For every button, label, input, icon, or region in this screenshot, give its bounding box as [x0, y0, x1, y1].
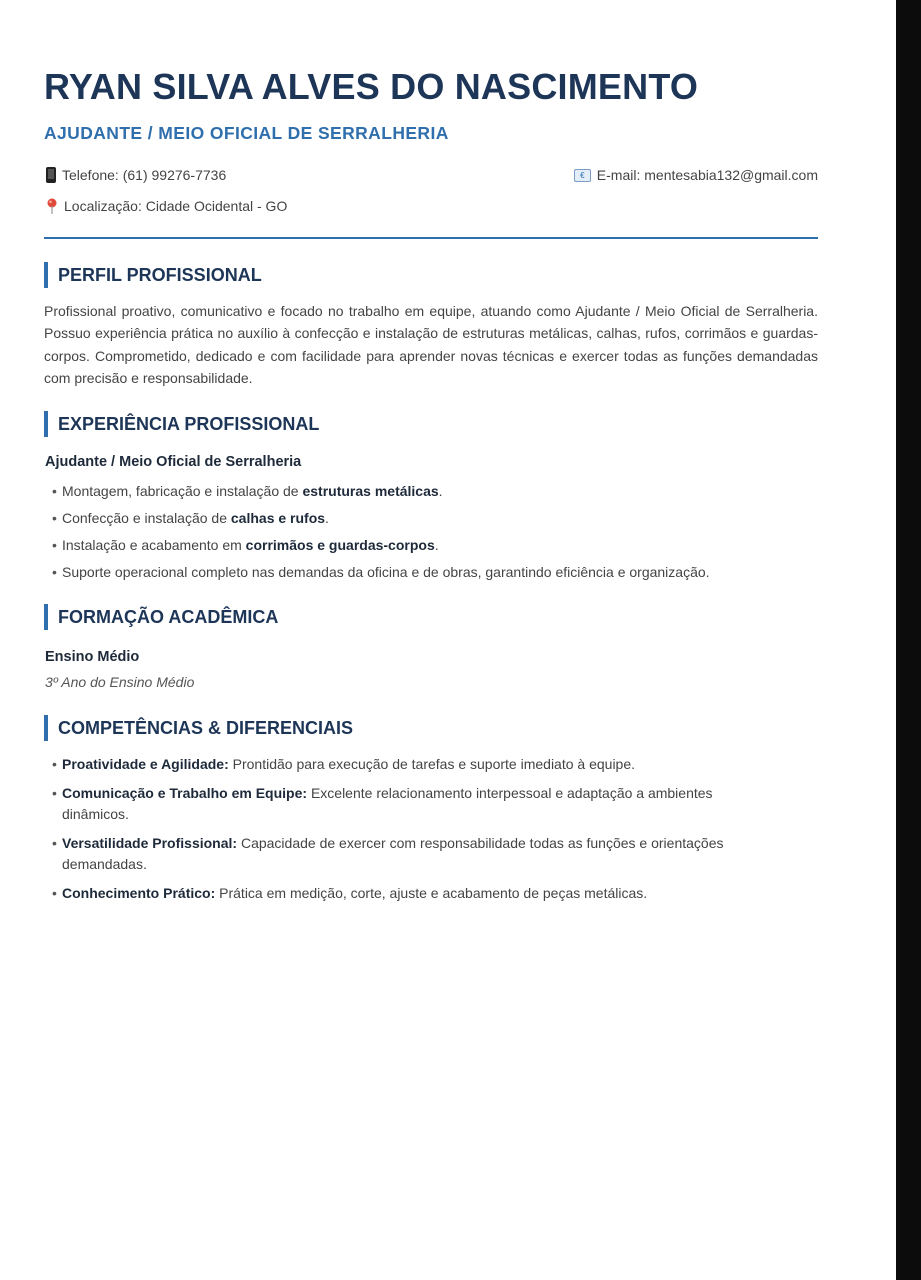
skills-list — [52, 754, 772, 911]
location-contact — [46, 198, 287, 214]
section-title-education: FORMAÇÃO ACADÊMICA — [44, 604, 278, 630]
list-item: • Comunicação e Trabalho em Equipe: Excelente relacionamento interpessoal e adaptação a ambientes dinâmicos. — [52, 783, 772, 826]
education-degree: Ensino Médio — [45, 649, 140, 665]
location-text: Localização: Cidade Ocidental - GO — [64, 198, 288, 214]
phone-text: Telefone: (61) 99276-7736 — [62, 167, 227, 183]
list-item: • Confecção e instalação de calhas e rufos. — [52, 509, 710, 536]
list-item: • Instalação e acabamento em corrimãos e guardas-corpos. — [52, 536, 710, 563]
location-pin-icon — [46, 198, 58, 214]
education-detail: 3º Ano do Ensino Médio — [45, 674, 195, 690]
section-title-profile: PERFIL PROFISSIONAL — [44, 262, 262, 288]
phone-contact — [46, 167, 226, 183]
job-title: Ajudante / Meio Oficial de Serralheria — [45, 454, 302, 470]
list-item: • Conhecimento Prático: Prática em medição, corte, ajuste e acabamento de peças metálicas. — [52, 883, 772, 905]
profile-text: Profissional proativo, comunicativo e focado no trabalho em equipe, atuando como Ajudante / Meio Oficial de Serralheria. Possuo experiência prática no auxílio à confecção e instalação de estruturas metálicas, calhas, rufos, corrimãos e guardas-corpos. Comprometido, dedicado e com facilidade para aprender novas técnicas e exercer todas as funções demandadas com precisão e responsabilidade. — [44, 303, 818, 386]
section-title-experience: EXPERIÊNCIA PROFISSIONAL — [44, 411, 319, 437]
right-edge-bar — [896, 0, 921, 1280]
list-item: • Suporte operacional completo nas demandas da oficina e de obras, garantindo eficiência e organização. — [52, 563, 710, 590]
candidate-role: AJUDANTE / MEIO OFICIAL DE SERRALHERIA — [44, 123, 449, 143]
section-title-skills: COMPETÊNCIAS & DIFERENCIAIS — [44, 715, 353, 741]
phone-icon — [46, 167, 56, 183]
header-divider — [44, 237, 818, 239]
candidate-name: RYAN SILVA ALVES DO NASCIMENTO — [44, 66, 699, 107]
email-icon: € — [574, 169, 591, 182]
list-item: • Montagem, fabricação e instalação de estruturas metálicas. — [52, 482, 710, 509]
email-contact — [574, 167, 818, 183]
experience-list — [52, 482, 710, 590]
email-text: E-mail: mentesabia132@gmail.com — [596, 167, 818, 183]
list-item: • Proatividade e Agilidade: Prontidão para execução de tarefas e suporte imediato à equipe. — [52, 754, 772, 776]
list-item: • Versatilidade Profissional: Capacidade de exercer com responsabilidade todas as funções e orientações demandadas. — [52, 833, 772, 876]
